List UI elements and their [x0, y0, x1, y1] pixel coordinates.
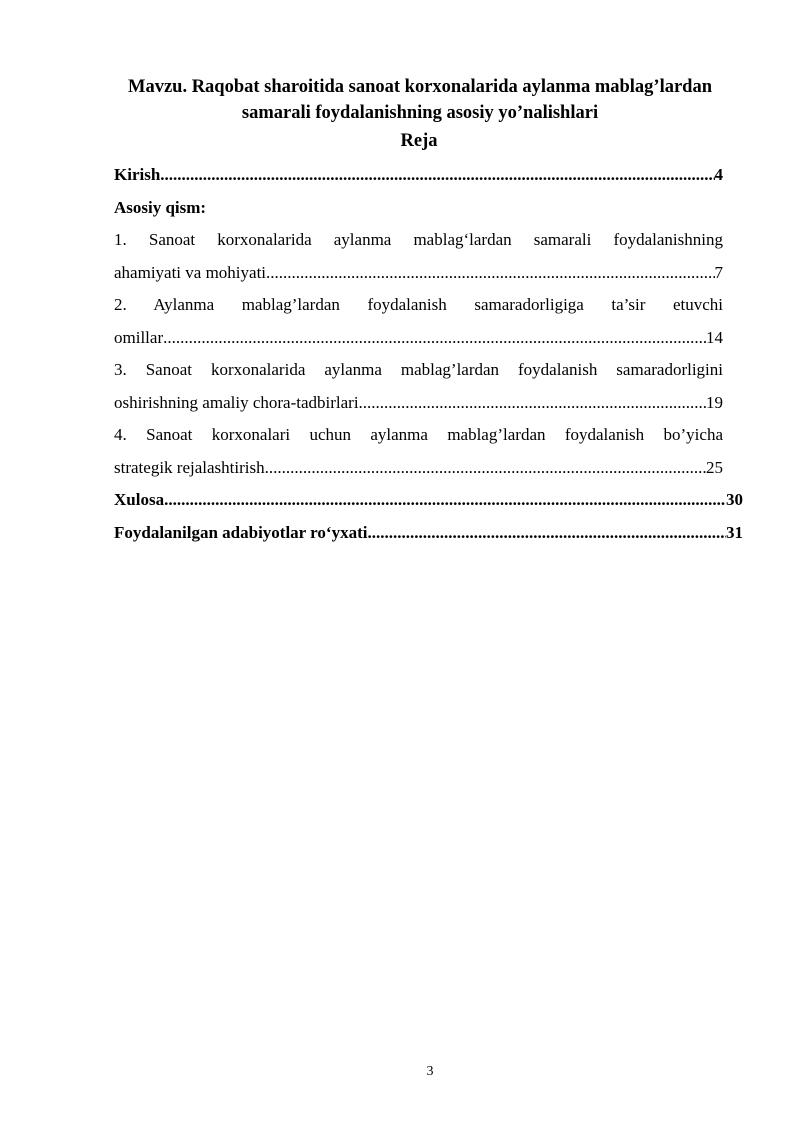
toc-entry-label: strategik rejalashtirish	[114, 457, 265, 477]
toc-leader-dots	[160, 159, 714, 192]
title-line-1: Mavzu. Raqobat sharoitida sanoat korxonalarida aylanma mablag’lardan	[127, 77, 712, 97]
toc-entry-label: ahamiyati va mohiyati	[114, 262, 267, 282]
toc-entry-intro	[114, 159, 723, 192]
toc-entry-references	[114, 517, 743, 550]
page-number: 3	[426, 1064, 434, 1079]
toc-entry-3-line-1: 3. Sanoat korxonalarida aylanma mablag’lardan foydalanish samaradorligini	[114, 360, 723, 379]
toc-entry-label: oshirishning amaliy chora-tadbirlari	[114, 392, 359, 412]
table-of-contents	[114, 159, 743, 549]
toc-leader-dots	[265, 452, 706, 485]
toc-entry-1-line-1: 1. Sanoat korxonalarida aylanma mablag‘lardan samarali foydalanishning	[114, 230, 723, 249]
toc-leader-dots	[367, 517, 726, 550]
toc-page-number: 25	[706, 457, 723, 477]
toc-leader-dots	[164, 484, 726, 517]
toc-leader-dots	[163, 322, 706, 355]
toc-leader-dots	[359, 387, 706, 420]
main-part-heading: Asosiy qism:	[114, 197, 207, 217]
plan-heading: Reja	[400, 131, 438, 151]
toc-entry-4	[114, 452, 723, 485]
toc-entry-4-line-1: 4. Sanoat korxonalari uchun aylanma mablag’lardan foydalanish bo’yicha	[114, 425, 723, 444]
toc-entry-2	[114, 322, 723, 355]
toc-page-number: 31	[726, 522, 743, 542]
toc-leader-dots	[266, 257, 714, 290]
toc-page-number: 19	[706, 392, 723, 412]
toc-page-number: 4	[714, 165, 723, 184]
title-line-2: samarali foydalanishning asosiy yo’nalishlari	[241, 103, 599, 123]
toc-entry-3	[114, 387, 723, 420]
toc-entry-1	[114, 257, 723, 290]
toc-entry-conclusion	[114, 484, 743, 517]
document-title	[100, 74, 740, 126]
toc-entry-label: Foydalanilgan adabiyotlar ro‘yxati	[114, 522, 368, 542]
toc-entry-label: omillar	[114, 327, 164, 347]
toc-entry-2-line-1: 2. Aylanma mablag’lardan foydalanish samaradorligiga ta’sir etuvchi	[114, 295, 723, 314]
toc-entry-label: Xulosa	[114, 490, 165, 509]
toc-entry-label: Kirish	[114, 165, 161, 184]
toc-page-number: 7	[714, 262, 723, 282]
toc-page-number: 14	[706, 327, 723, 347]
toc-page-number: 30	[726, 490, 743, 509]
